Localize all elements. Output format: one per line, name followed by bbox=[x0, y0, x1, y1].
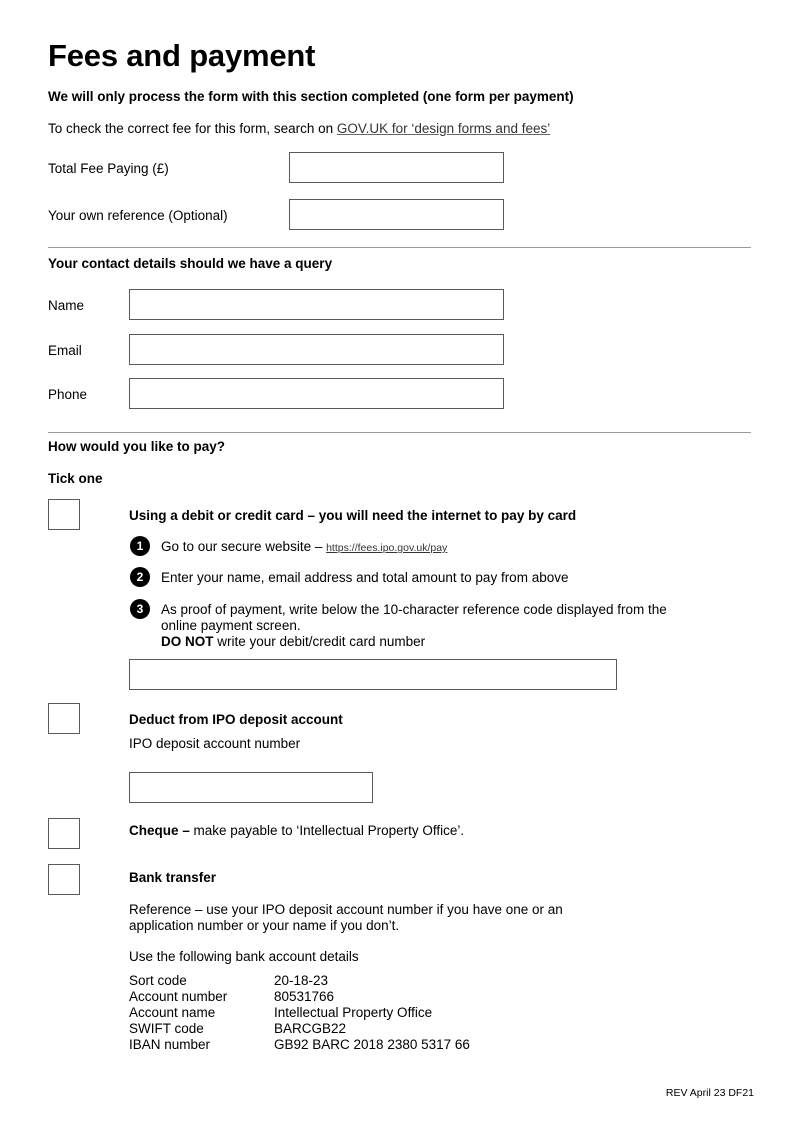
total-fee-label: Total Fee Paying (£) bbox=[48, 161, 169, 176]
deposit-account-heading: Deduct from IPO deposit account bbox=[129, 712, 343, 727]
deposit-account-checkbox[interactable] bbox=[48, 703, 80, 734]
step-2-text: Enter your name, email address and total amount to pay from above bbox=[161, 570, 569, 585]
phone-label: Phone bbox=[48, 387, 88, 402]
bank-detail-label: SWIFT code bbox=[129, 1021, 204, 1036]
step-3-line-3 bbox=[161, 634, 667, 650]
deposit-account-label: IPO deposit account number bbox=[129, 736, 301, 751]
payment-reference-input[interactable] bbox=[129, 659, 617, 690]
bank-transfer-heading: Bank transfer bbox=[129, 870, 217, 885]
bank-detail-value: BARCGB22 bbox=[274, 1021, 347, 1036]
bank-detail-label: IBAN number bbox=[129, 1037, 211, 1052]
bank-reference-line-1: Reference – use your IPO deposit account number if you have one or an bbox=[129, 902, 563, 917]
cheque-checkbox[interactable] bbox=[48, 818, 80, 849]
fee-check-prefix: To check the correct fee for this form, search on bbox=[48, 121, 337, 136]
bank-detail-value: 20-18-23 bbox=[274, 973, 329, 988]
email-input[interactable] bbox=[129, 334, 504, 365]
step-3-line-1: As proof of payment, write below the 10-character reference code displayed from the bbox=[161, 602, 667, 617]
payment-heading: How would you like to pay? bbox=[48, 439, 226, 454]
fee-check-link[interactable]: GOV.UK for ‘design forms and fees’ bbox=[336, 121, 551, 136]
deposit-account-input[interactable] bbox=[129, 772, 373, 803]
bank-detail-label: Account number bbox=[129, 989, 228, 1004]
bank-detail-value: 80531766 bbox=[274, 989, 335, 1004]
card-payment-heading: Using a debit or credit card – you will need the internet to pay by card bbox=[129, 508, 577, 523]
name-label: Name bbox=[48, 298, 85, 313]
form-revision-footer: REV April 23 DF21 bbox=[665, 1087, 754, 1099]
own-reference-label: Your own reference (Optional) bbox=[48, 208, 228, 223]
tick-one-label: Tick one bbox=[48, 471, 103, 486]
own-reference-input[interactable] bbox=[289, 199, 504, 230]
step-1-label: Go to our secure website – bbox=[161, 539, 327, 554]
section-divider bbox=[48, 432, 751, 433]
phone-input[interactable] bbox=[129, 378, 504, 409]
fees-website-link[interactable]: https://fees.ipo.gov.uk/pay bbox=[326, 542, 448, 554]
bank-detail-value: GB92 BARC 2018 2380 5317 66 bbox=[274, 1037, 470, 1052]
step-1-badge: 1 bbox=[130, 536, 150, 556]
bank-reference-text bbox=[129, 902, 563, 934]
name-input[interactable] bbox=[129, 289, 504, 320]
step-1-text bbox=[161, 539, 447, 554]
do-not-warning: DO NOT bbox=[161, 634, 214, 649]
email-label: Email bbox=[48, 343, 82, 358]
card-payment-checkbox[interactable] bbox=[48, 499, 80, 530]
processing-notice: We will only process the form with this section completed (one form per payment) bbox=[48, 89, 574, 104]
cheque-label: Cheque – bbox=[129, 823, 190, 838]
contact-heading: Your contact details should we have a query bbox=[48, 256, 333, 271]
page-title: Fees and payment bbox=[48, 38, 316, 73]
bank-details-intro: Use the following bank account details bbox=[129, 949, 359, 964]
step-3-badge: 3 bbox=[130, 599, 150, 619]
bank-detail-label: Sort code bbox=[129, 973, 187, 988]
bank-reference-line-2: application number or your name if you don’t. bbox=[129, 918, 400, 933]
cheque-text bbox=[129, 823, 464, 838]
step-3-text bbox=[161, 602, 667, 650]
bank-detail-label: Account name bbox=[129, 1005, 216, 1020]
step-3-line-2: online payment screen. bbox=[161, 618, 301, 633]
step-2-badge: 2 bbox=[130, 567, 150, 587]
section-divider bbox=[48, 247, 751, 248]
cheque-instructions: make payable to ‘Intellectual Property Office’. bbox=[189, 823, 465, 838]
total-fee-input[interactable] bbox=[289, 152, 504, 183]
bank-detail-value: Intellectual Property Office bbox=[274, 1005, 433, 1020]
fee-check-text bbox=[48, 121, 550, 136]
step-3-rest: write your debit/credit card number bbox=[213, 634, 426, 649]
bank-transfer-checkbox[interactable] bbox=[48, 864, 80, 895]
